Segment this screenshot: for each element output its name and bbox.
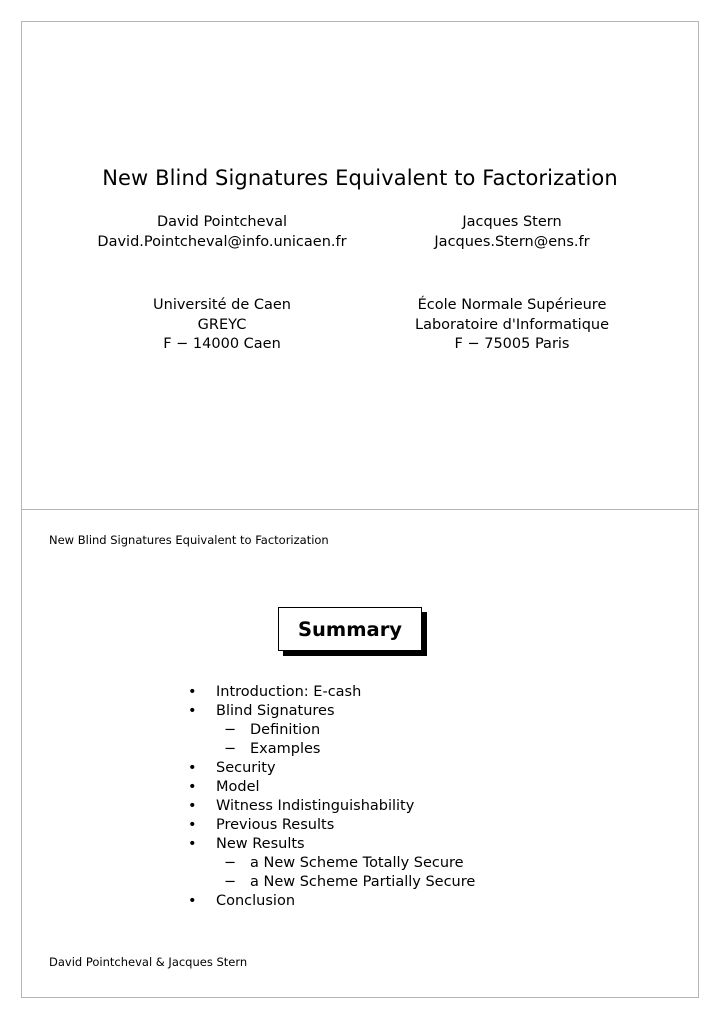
title-slide [21, 21, 699, 510]
list-item-label: Conclusion [216, 893, 296, 909]
sub-list-item-label: a New Scheme Totally Secure [250, 855, 464, 871]
sub-list-item-label: a New Scheme Partially Secure [250, 874, 476, 890]
affiliation-line: F − 75005 Paris [454, 336, 570, 352]
list-item-label: New Results [216, 836, 305, 852]
affiliation-line: Laboratoire d'Informatique [414, 316, 610, 333]
list-item [188, 759, 475, 778]
sub-list-item-label: Definition [250, 722, 321, 738]
affiliation-block-right [372, 296, 652, 355]
dash-icon: − [224, 722, 237, 738]
author-block-right [372, 213, 652, 252]
bullet-icon: • [188, 760, 197, 776]
list-item-label: Witness Indistinguishability [216, 798, 415, 814]
list-item [188, 702, 475, 721]
author-block-left [52, 213, 392, 252]
affiliation-line: École Normale Supérieure [417, 297, 607, 313]
affiliation-block-left [52, 296, 392, 355]
summary-list [188, 683, 475, 911]
summary-slide [21, 509, 699, 998]
list-item [188, 835, 475, 854]
list-item [188, 797, 475, 816]
dash-icon: − [224, 741, 237, 757]
page-title: New Blind Signatures Equivalent to Factorization [102, 166, 618, 190]
bullet-icon: • [188, 703, 197, 719]
sub-list-item-label: Examples [250, 741, 321, 757]
affiliation-line: Université de Caen [153, 297, 291, 313]
author-email: David.Pointcheval@info.unicaen.fr [97, 233, 347, 250]
affiliation-line: GREYC [197, 316, 247, 333]
bullet-icon: • [188, 779, 197, 795]
list-item-label: Blind Signatures [216, 703, 335, 719]
slide-header: New Blind Signatures Equivalent to Factorization [49, 533, 329, 547]
bullet-icon: • [188, 798, 197, 814]
dash-icon: − [224, 855, 237, 871]
list-item-label: Previous Results [216, 817, 335, 833]
affiliation-line: F − 14000 Caen [163, 336, 281, 352]
list-item-label: Model [216, 779, 260, 795]
list-item [188, 816, 475, 835]
bullet-icon: • [188, 684, 197, 700]
sub-list-item [188, 721, 475, 740]
sub-list-item [188, 740, 475, 759]
summary-heading: Summary [297, 617, 403, 641]
list-item [188, 683, 475, 702]
list-item-label: Security [216, 760, 276, 776]
list-item [188, 892, 475, 911]
bullet-icon: • [188, 817, 197, 833]
dash-icon: − [224, 874, 237, 890]
bullet-icon: • [188, 836, 197, 852]
bullet-icon: • [188, 893, 197, 909]
sub-list-item [188, 854, 475, 873]
author-email: Jacques.Stern@ens.fr [434, 233, 590, 250]
list-item-label: Introduction: E-cash [216, 684, 362, 700]
author-name: David Pointcheval [156, 214, 288, 230]
slide-footer: David Pointcheval & Jacques Stern [49, 955, 248, 969]
list-item [188, 778, 475, 797]
sub-list-item [188, 873, 475, 892]
author-name: Jacques Stern [462, 214, 562, 230]
summary-heading-box [278, 607, 422, 651]
